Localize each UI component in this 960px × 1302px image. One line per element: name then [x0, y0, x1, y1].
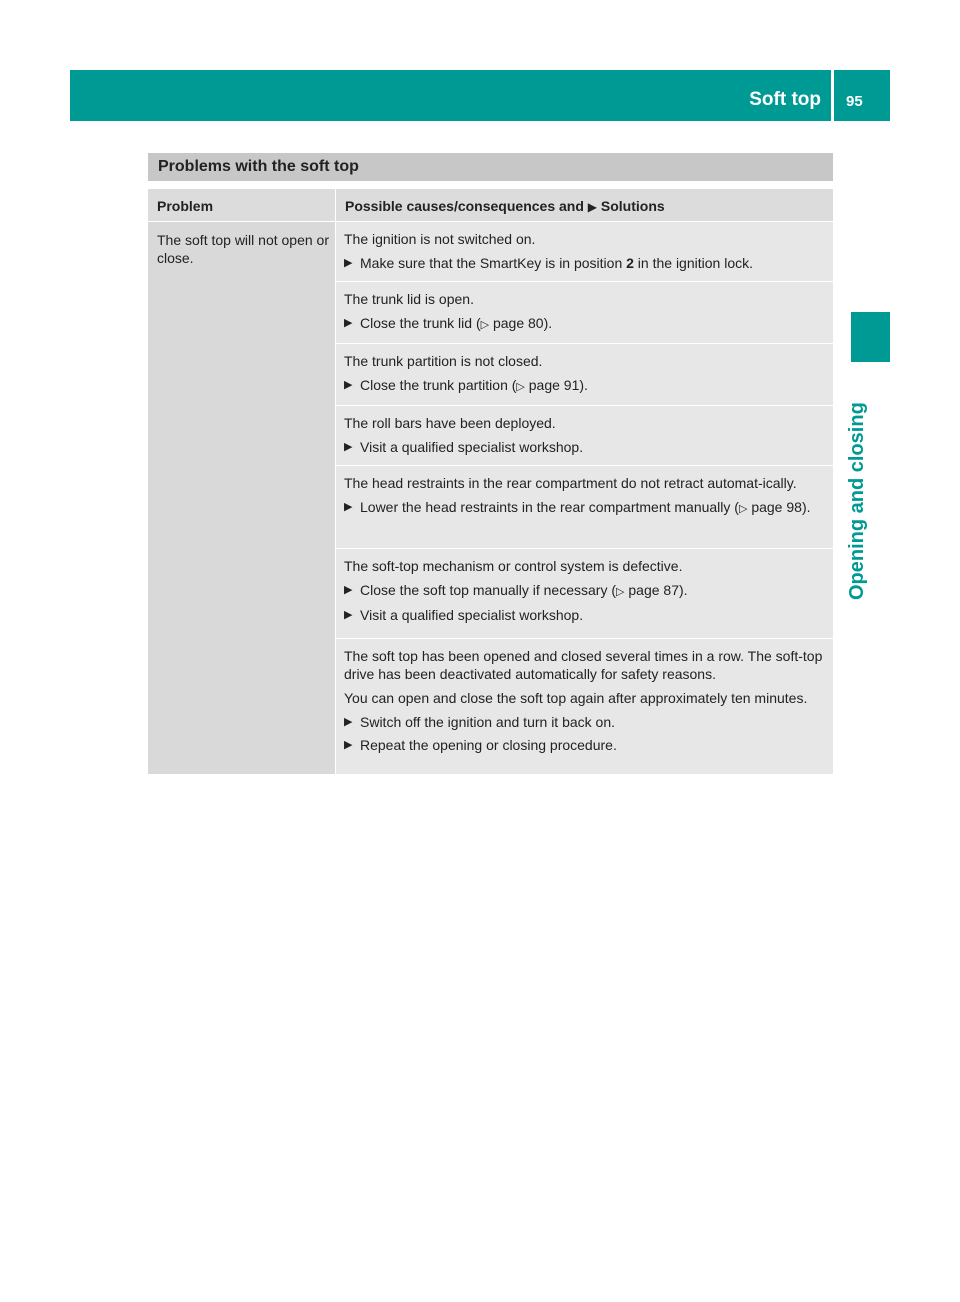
step-text: Repeat the opening or closing procedure.: [360, 737, 617, 753]
solution-block: [336, 465, 833, 548]
problem-cell: The soft top will not open or close.: [148, 221, 335, 774]
header-divider: [831, 70, 834, 121]
arrow-icon: ▶: [344, 441, 353, 453]
solution-block: [336, 548, 833, 638]
position-value: 2: [626, 255, 634, 271]
arrow-icon: ▶: [344, 317, 353, 329]
step-text: Switch off the ignition and turn it back on.: [360, 714, 616, 730]
header-title: Soft top: [749, 89, 821, 110]
cause-text: The trunk partition is not closed.: [344, 353, 543, 369]
note-text: You can open and close the soft top again after approximately ten minutes.: [344, 690, 808, 706]
page-reference-icon: ▷: [738, 503, 748, 515]
page-reference-link[interactable]: page 80: [489, 315, 544, 331]
solution-step: [344, 376, 827, 396]
step-text: Visit a qualified specialist workshop.: [360, 607, 584, 623]
cause-text: The ignition is not switched on.: [344, 231, 536, 247]
column-header-solutions-suffix: Solutions: [600, 198, 665, 214]
column-header-solutions-prefix: Possible causes/consequences and: [345, 198, 584, 214]
header-bar: [70, 70, 890, 121]
step-text: Close the soft top manually if necessary (▷ page 87).: [360, 582, 688, 598]
solution-step: [344, 606, 827, 624]
step-text: Close the trunk partition (▷ page 91).: [360, 377, 588, 393]
solution-step: [344, 713, 827, 731]
step-text: Close the trunk lid (▷ page 80).: [360, 315, 553, 331]
cause-text: The head restraints in the rear compartment do not retract automat-ically.: [344, 475, 797, 491]
arrow-icon: ▶: [344, 716, 353, 728]
arrow-icon: ▶: [344, 739, 353, 751]
page-number: 95: [846, 93, 863, 110]
arrow-icon: ▶: [344, 501, 353, 513]
cause-text: The soft-top mechanism or control system is defective.: [344, 558, 683, 574]
page-reference-link[interactable]: page 91: [524, 377, 580, 393]
cause-text: The roll bars have been deployed.: [344, 415, 556, 431]
solution-step: [344, 581, 827, 601]
section-title-text: Problems with the soft top: [158, 158, 359, 175]
cause-text: The trunk lid is open.: [344, 291, 474, 307]
step-text: Make sure that the SmartKey is in position 2 in the ignition lock.: [360, 255, 753, 271]
side-tab-marker: [851, 312, 890, 362]
column-header-solutions: [335, 189, 833, 221]
step-text: Visit a qualified specialist workshop.: [360, 439, 584, 455]
side-tab-label: Opening and closing: [846, 402, 868, 600]
solution-step: [344, 498, 827, 518]
solution-block: [336, 221, 833, 281]
solution-step: [344, 438, 827, 456]
problems-table: [148, 189, 833, 774]
solution-step: [344, 314, 827, 334]
arrow-icon: ▶: [344, 257, 353, 269]
arrow-icon: ▶: [344, 584, 353, 596]
arrow-icon: ▶: [344, 379, 353, 391]
solution-step: [344, 736, 827, 754]
page-reference-icon: ▷: [516, 381, 525, 393]
column-header-problem: Problem: [148, 189, 335, 221]
solution-block: [336, 405, 833, 465]
step-text: Lower the head restraints in the rear compartment manually (▷ page 98).: [360, 499, 811, 515]
solution-block: [336, 638, 833, 774]
page-reference-icon: ▷: [616, 586, 625, 598]
solution-step: [344, 254, 827, 272]
solution-block: [336, 281, 833, 343]
solutions-column: [335, 221, 833, 774]
arrow-icon: ▶: [587, 200, 598, 214]
page-reference-link[interactable]: page 87: [624, 582, 679, 598]
section-title: [148, 153, 833, 181]
page-reference-link[interactable]: page 98: [747, 499, 802, 515]
cause-text: The soft top has been opened and closed several times in a row. The soft-top drive has been deactivated automatically for safety reasons.: [344, 648, 823, 682]
arrow-icon: ▶: [344, 609, 353, 621]
solution-block: [336, 343, 833, 405]
page-reference-icon: ▷: [480, 319, 490, 331]
